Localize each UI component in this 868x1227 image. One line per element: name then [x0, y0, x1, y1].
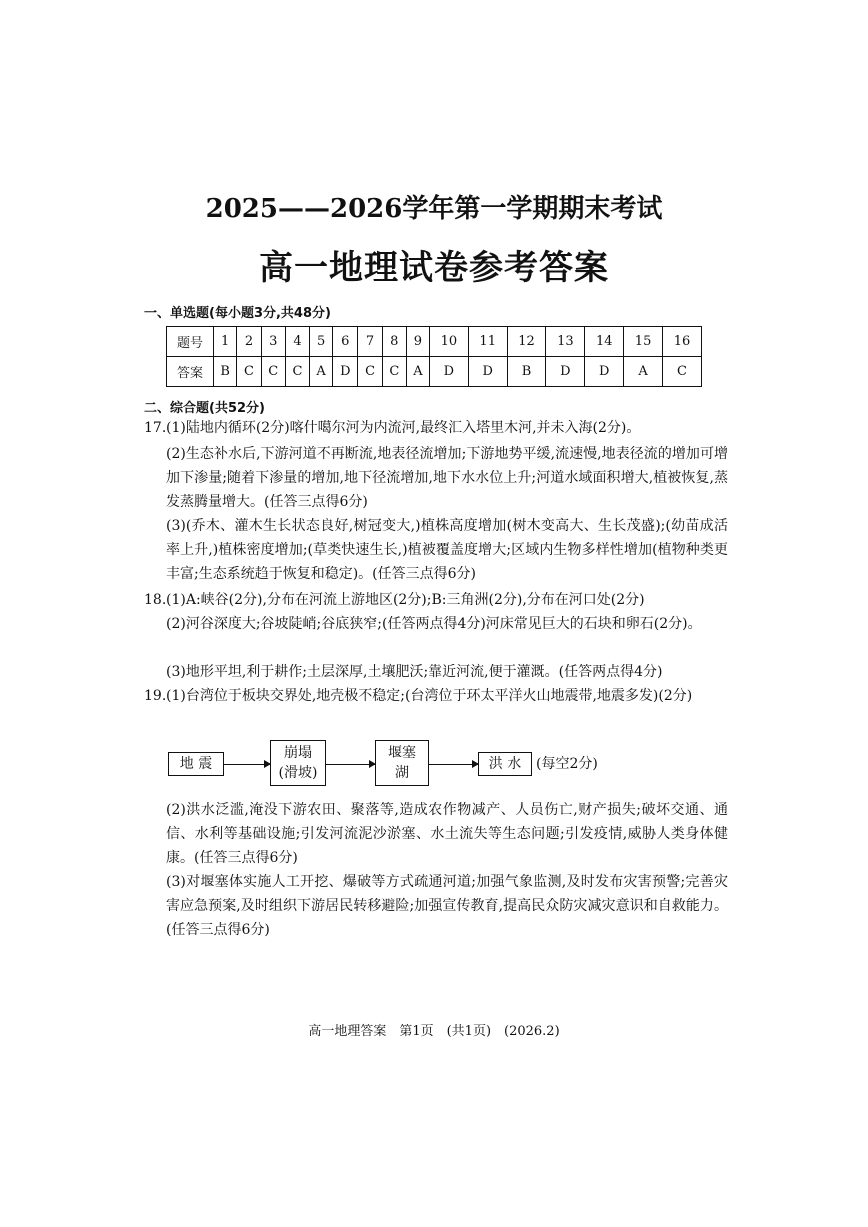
- flow-box-earthquake: 地 震: [168, 752, 224, 776]
- row-label-number: 题号: [167, 327, 214, 357]
- table-cell: 3: [261, 327, 285, 357]
- table-cell: D: [468, 357, 507, 387]
- flow-box-flood: 洪 水: [478, 752, 532, 776]
- flow-box-collapse-line1: 崩塌: [284, 745, 312, 761]
- section1-heading: 一、单选题(每小题3分,共48分): [144, 306, 331, 321]
- q17-part3: (3)(乔木、灌木生长状态良好,树冠变大,)植株高度增加(树木变高大、生长茂盛);(幼苗成活率上升,)植株密度增加;(草类快速生长,)植被覆盖度增大;区域内生物多样性增加(植物种类更丰富;生态系统趋于恢复和稳定)。(任答三点得6分): [166, 518, 728, 582]
- table-cell: 13: [546, 327, 585, 357]
- flow-arrow: [429, 764, 478, 765]
- q19-part1: (1)台湾位于板块交界处,地壳极不稳定;(台湾位于环太平洋火山地震带,地震多发)(2分): [166, 688, 693, 704]
- table-cell: 2: [237, 327, 261, 357]
- flow-arrow: [224, 764, 270, 765]
- table-cell: A: [624, 357, 663, 387]
- flow-box-barrier-lake-line2: 湖: [395, 765, 409, 781]
- table-cell: 8: [382, 327, 406, 357]
- table-cell: 12: [507, 327, 546, 357]
- table-cell: C: [285, 357, 309, 387]
- answer-table: [166, 326, 702, 387]
- section2-heading: 二、综合题(共52分): [144, 401, 265, 416]
- q19-part2: (2)洪水泛滥,淹没下游农田、聚落等,造成农作物减产、人员伤亡,财产损失;破坏交通、通信、水利等基础设施;引发河流泥沙淤塞、水土流失等生态问题;引发疫情,威胁人类身体健康。(任答三点得6分): [166, 802, 728, 866]
- table-cell: A: [406, 357, 429, 387]
- q18-part2: (2)河谷深度大;谷坡陡峭;谷底狭窄;(任答两点得4分)河床常见巨大的石块和卵石(2分)。: [166, 616, 702, 632]
- table-cell: 7: [358, 327, 382, 357]
- question-19-number: 19.: [144, 688, 167, 704]
- row-label-answer: 答案: [167, 357, 214, 387]
- q18-part3: (3)地形平坦,利于耕作;土层深厚,土壤肥沃;靠近河流,便于灌溉。(任答两点得4分): [166, 664, 663, 680]
- table-cell: D: [546, 357, 585, 387]
- question-17-number: 17.: [144, 420, 167, 436]
- table-cell: A: [310, 357, 333, 387]
- table-cell: 16: [663, 327, 702, 357]
- table-cell: C: [261, 357, 285, 387]
- flow-box-collapse-line2: (滑坡): [278, 765, 318, 781]
- table-cell: 1: [214, 327, 237, 357]
- table-cell: C: [382, 357, 406, 387]
- table-row-answers: [167, 357, 702, 387]
- table-cell: C: [663, 357, 702, 387]
- table-cell: D: [429, 357, 468, 387]
- table-cell: C: [237, 357, 261, 387]
- flow-box-collapse: [270, 740, 326, 786]
- table-cell: C: [358, 357, 382, 387]
- q18-part1: (1)A:峡谷(2分),分布在河流上游地区(2分);B:三角洲(2分),分布在河口处(2分): [166, 592, 645, 608]
- table-cell: 14: [585, 327, 624, 357]
- page-footer: 高一地理答案 第1页 (共1页) (2026.2): [308, 1024, 560, 1039]
- table-cell: D: [585, 357, 624, 387]
- q17-part2: (2)生态补水后,下游河道不再断流,地表径流增加;下游地势平缓,流速慢,地表径流的增加可增加下渗量;随着下渗量的增加,地下径流增加,地下水水位上升;河道水域面积增大,植被恢复,蒸发蒸腾量增大。(任答三点得6分): [166, 446, 728, 510]
- flow-box-barrier-lake-line1: 堰塞: [388, 745, 416, 761]
- exam-title: 2025——2026学年第一学期期末考试: [205, 194, 663, 224]
- table-cell: B: [214, 357, 237, 387]
- table-cell: 6: [333, 327, 358, 357]
- q17-part1: (1)陆地内循环(2分)喀什噶尔河为内流河,最终汇入塔里木河,并未入海(2分)。: [166, 420, 641, 436]
- table-cell: 5: [310, 327, 333, 357]
- question-18-number: 18.: [144, 592, 167, 608]
- table-cell: 11: [468, 327, 507, 357]
- table-cell: 15: [624, 327, 663, 357]
- table-cell: D: [333, 357, 358, 387]
- table-cell: B: [507, 357, 546, 387]
- flow-arrow: [326, 764, 375, 765]
- table-cell: 9: [406, 327, 429, 357]
- answer-key-title: 高一地理试卷参考答案: [259, 248, 609, 288]
- disaster-chain-diagram: [168, 740, 628, 788]
- table-cell: 10: [429, 327, 468, 357]
- table-cell: 4: [285, 327, 309, 357]
- q19-part3: (3)对堰塞体实施人工开挖、爆破等方式疏通河道;加强气象监测,及时发布灾害预警;完善灾害应急预案,及时组织下游居民转移避险;加强宣传教育,提高民众防灾减灾意识和自救能力。(任答三点得6分): [166, 874, 728, 938]
- flow-score-note: (每空2分): [536, 756, 598, 772]
- table-row-numbers: [167, 327, 702, 357]
- flow-box-barrier-lake: [375, 740, 429, 786]
